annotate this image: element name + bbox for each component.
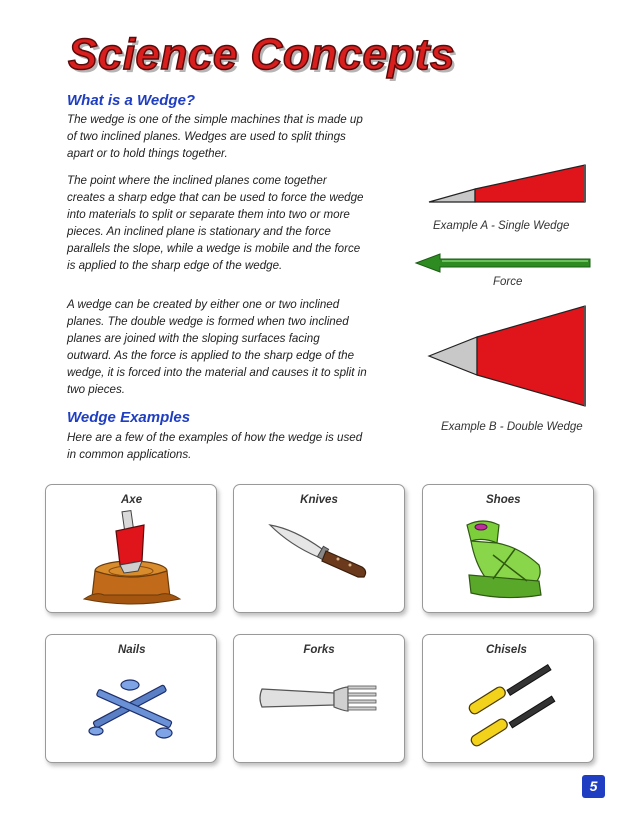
example-card-nails	[45, 634, 217, 763]
card-label: Forks	[303, 644, 335, 656]
single-wedge-caption: Example A - Single Wedge	[433, 220, 570, 232]
card-label: Knives	[300, 494, 338, 506]
double-wedge-tip	[429, 337, 477, 375]
wedge-heading: What is a Wedge?	[67, 92, 196, 109]
example-card-knives	[233, 484, 405, 613]
wedge-paragraph-3: A wedge can be created by either one or two inclined planes. The double wedge is formed when two inclined planes are joined with the sloping surfaces facing outward. As the force is applied to the sharp edge of the wedge, it is forced into the material and causes it to split in two pieces.	[67, 298, 367, 396]
card-label: Nails	[118, 644, 146, 656]
examples-intro: Here are a few of the examples of how the wedge is used in common applications.	[67, 431, 363, 461]
example-card-forks	[233, 634, 405, 763]
example-card-shoes	[422, 484, 594, 613]
example-card-chisels	[422, 634, 594, 763]
card-label: Shoes	[486, 494, 521, 506]
page-number: 5	[582, 775, 605, 798]
single-wedge-tip	[429, 189, 475, 202]
double-wedge-diagram	[425, 302, 595, 414]
force-caption: Force	[493, 276, 523, 288]
double-wedge-caption: Example B - Double Wedge	[441, 421, 583, 433]
wedge-paragraph-1: The wedge is one of the simple machines that is made up of two inclined planes. Wedges are used to split things apart or to hold things together.	[67, 113, 363, 160]
card-label: Chisels	[486, 644, 527, 656]
chisels-icon	[423, 635, 593, 762]
axe-icon	[46, 485, 216, 612]
fork-icon	[234, 635, 404, 762]
wedge-paragraph-2: The point where the inclined planes come together creates a sharp edge that can be used to force the wedge into materials to split or separate them into two or more pieces. An inclined plane is stationary and the force parallels the slope, while a wedge is mobile and the force is applied to the sharp edge of the wedge.	[67, 174, 364, 272]
single-wedge-diagram	[425, 160, 595, 210]
examples-heading: Wedge Examples	[67, 409, 191, 426]
example-card-axe	[45, 484, 217, 613]
nails-icon	[46, 635, 216, 762]
double-wedge-body	[477, 306, 585, 406]
force-arrow-icon	[414, 252, 594, 274]
knife-icon	[234, 485, 404, 612]
shoe-icon	[423, 485, 593, 612]
single-wedge-body	[475, 165, 585, 202]
page-title: Science Concepts	[68, 30, 456, 79]
card-label: Axe	[121, 494, 143, 506]
